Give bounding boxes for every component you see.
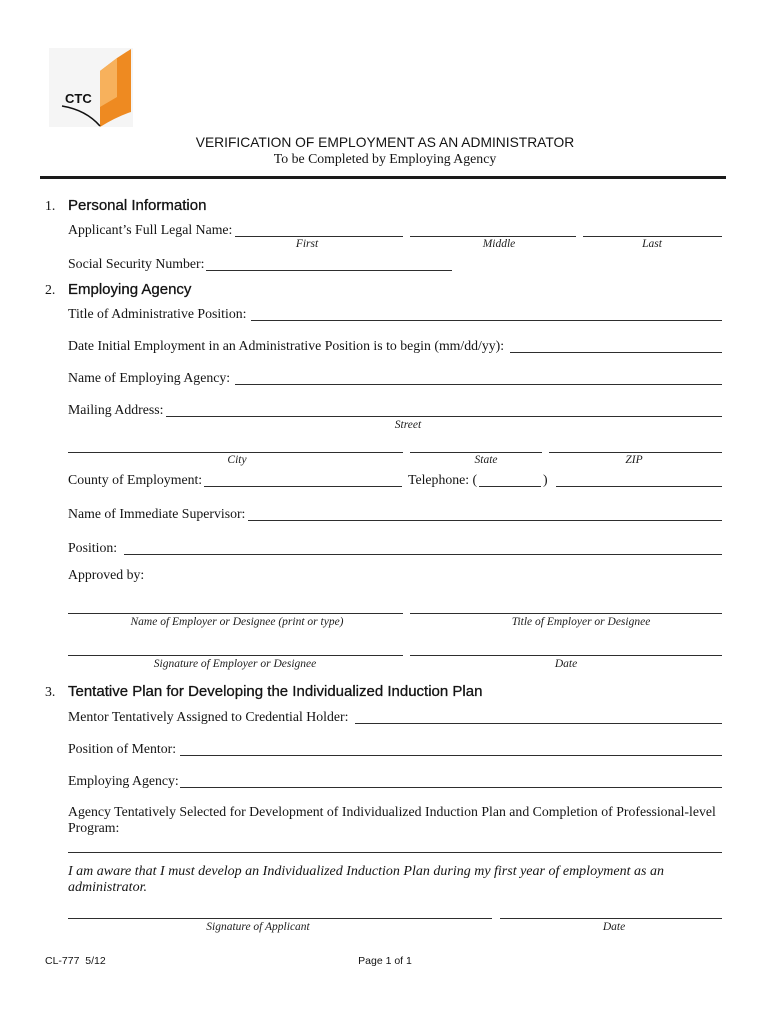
- section-number: 2.: [45, 282, 56, 297]
- last-name-caption: Last: [642, 238, 662, 250]
- acknowledgement-line-2: administrator.: [68, 880, 147, 895]
- employer-signature-field[interactable]: [68, 640, 403, 656]
- telephone-close-paren: ): [543, 472, 548, 487]
- agency-name-label: Name of Employing Agency:: [68, 370, 231, 385]
- employer-name-field[interactable]: [68, 598, 403, 614]
- applicant-date-caption: Date: [602, 921, 626, 933]
- employer-date-field[interactable]: [410, 640, 722, 656]
- applicant-signature-caption: Signature of Applicant: [206, 921, 310, 933]
- ssn-label: Social Security Number:: [68, 256, 205, 271]
- form-id: CL-777 5/12: [45, 955, 106, 967]
- county-label: County of Employment:: [68, 472, 203, 487]
- form-subtitle: To be Completed by Employing Agency: [273, 151, 497, 166]
- acknowledgement-line-1: I am aware that I must develop an Individualized Induction Plan during my first year of employment as an: [68, 864, 664, 879]
- supervisor-position-field[interactable]: [124, 539, 722, 555]
- selected-agency-label-line-1: Agency Tentatively Selected for Development of Individualized Induction Plan and Completion of Professional-level: [68, 804, 716, 819]
- city-caption: City: [227, 454, 247, 466]
- county-field[interactable]: [204, 471, 402, 487]
- section-number: 3.: [45, 684, 56, 699]
- employer-date-caption: Date: [554, 658, 578, 670]
- middle-name-caption: Middle: [482, 238, 516, 250]
- header-divider: [40, 176, 726, 179]
- mentor-label: Mentor Tentatively Assigned to Credential Holder:: [68, 709, 349, 724]
- section-heading-induction-plan: Tentative Plan for Developing the Individualized Induction Plan: [68, 683, 483, 700]
- first-name-caption: First: [295, 238, 319, 250]
- state-caption: State: [474, 454, 498, 466]
- full-legal-name-label: Applicant’s Full Legal Name:: [68, 222, 233, 237]
- telephone-field[interactable]: [556, 471, 722, 487]
- state-field[interactable]: [410, 437, 542, 453]
- mentor-position-field[interactable]: [180, 740, 722, 756]
- start-date-field[interactable]: [510, 337, 722, 353]
- selected-agency-label-line-2: Program:: [68, 820, 120, 835]
- first-name-field[interactable]: [235, 221, 403, 237]
- section-heading-personal-information: Personal Information: [68, 197, 207, 214]
- telephone-label: Telephone: (: [408, 472, 478, 487]
- agency-name-field[interactable]: [235, 369, 722, 385]
- last-name-field[interactable]: [583, 221, 722, 237]
- supervisor-field[interactable]: [248, 505, 722, 521]
- mentor-field[interactable]: [355, 708, 722, 724]
- applicant-signature-field[interactable]: [68, 903, 492, 919]
- page-number: Page 1 of 1: [358, 955, 412, 967]
- employer-title-field[interactable]: [410, 598, 722, 614]
- form-title: VERIFICATION OF EMPLOYMENT AS AN ADMINISTRATOR: [195, 135, 575, 150]
- zip-caption: ZIP: [625, 454, 643, 466]
- ctc-logo: [46, 46, 136, 128]
- mentor-position-label: Position of Mentor:: [68, 741, 177, 756]
- start-date-label: Date Initial Employment in an Administrative Position is to begin (mm/dd/yy):: [68, 338, 505, 353]
- zip-field[interactable]: [549, 437, 722, 453]
- logo-text: CTC: [65, 91, 92, 106]
- applicant-date-field[interactable]: [500, 903, 722, 919]
- section-heading-employing-agency: Employing Agency: [68, 281, 192, 298]
- position-title-label: Title of Administrative Position:: [68, 306, 247, 321]
- middle-name-field[interactable]: [410, 221, 576, 237]
- street-field[interactable]: [166, 401, 722, 417]
- position-title-field[interactable]: [251, 305, 722, 321]
- selected-agency-field[interactable]: [68, 837, 722, 853]
- approved-by-label: Approved by:: [68, 567, 145, 582]
- city-field[interactable]: [68, 437, 403, 453]
- mentor-employing-agency-field[interactable]: [180, 772, 722, 788]
- employer-name-caption: Name of Employer or Designee (print or type): [130, 616, 344, 628]
- mentor-employing-agency-label: Employing Agency:: [68, 773, 179, 788]
- street-caption: Street: [394, 419, 422, 431]
- employer-signature-caption: Signature of Employer or Designee: [153, 658, 317, 670]
- supervisor-label: Name of Immediate Supervisor:: [68, 506, 246, 521]
- section-number: 1.: [45, 198, 56, 213]
- mailing-address-label: Mailing Address:: [68, 402, 164, 417]
- ssn-field[interactable]: [206, 255, 452, 271]
- area-code-field[interactable]: [479, 471, 541, 487]
- supervisor-position-label: Position:: [68, 540, 118, 555]
- ctc-book-logo-icon: [46, 46, 136, 128]
- employer-title-caption: Title of Employer or Designee: [511, 616, 651, 628]
